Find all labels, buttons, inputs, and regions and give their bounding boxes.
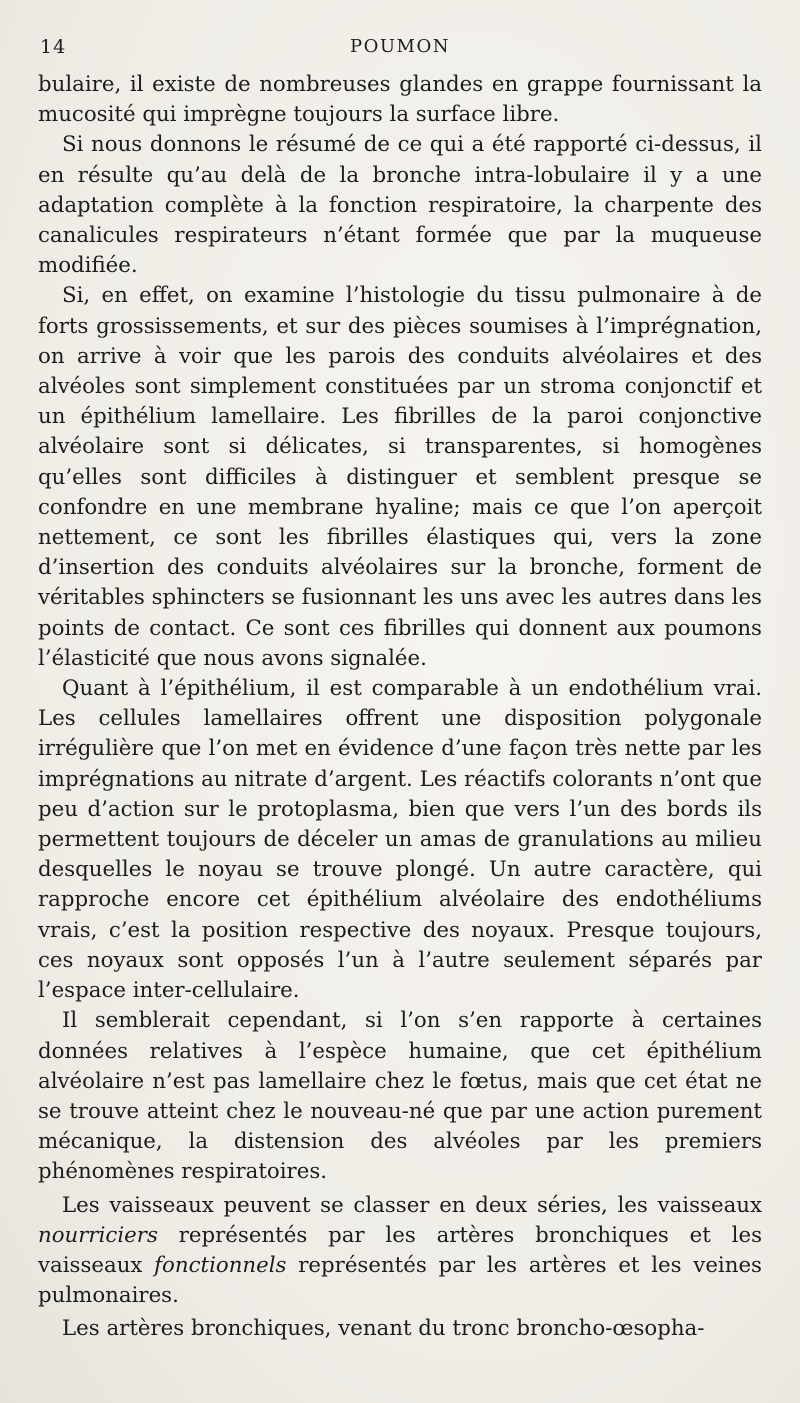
- term-fonctionnels: fonctionnels: [154, 1252, 287, 1278]
- vessels-text-3: représentés par les artères et les veines pulmonaires.: [38, 1252, 762, 1309]
- paragraph-vessels: [38, 1191, 762, 1312]
- paragraph-glands: bulaire, il existe de nombreuses glandes en grappe fournissant la mucosité qui imprègne toujours la surface libre.: [38, 72, 762, 128]
- paragraph-summary: Si nous donnons le résumé de ce qui a été rapporté ci-dessus, il en résulte qu’au delà de la bronche intra-lobulaire il y a une adaptation complète à la fonction respiratoire, la charpente des canalicules respirateurs n’étant formée que par la muqueuse modifiée.: [38, 132, 762, 279]
- paragraph-histology: Si, en effet, on examine l’histologie du tissu pulmonaire à de forts grossissements, et sur des pièces soumises à l’imprégnation, on arrive à voir que les parois des conduits alvéolaires et des alvéoles sont simplement constituées par un stroma conjonctif et un épithélium lamellaire. Les fibrilles de la paroi conjonctive alvéolaire sont si délicates, si transparentes, si homogènes qu’elles sont difficiles à distinguer et semblent presque se confondre en une membrane hyaline; mais ce que l’on aperçoit nettement, ce sont les fibrilles élastiques qui, vers la zone d’insertion des conduits alvéolaires sur la bronche, forment de véritables sphincters se fusionnant les uns avec les autres dans les points de contact. Ce sont ces fibrilles qui donnent aux poumons l’élasticité que nous avons signalée.: [38, 283, 762, 671]
- body-text: [38, 70, 762, 1345]
- paragraph-fetus: Il semblerait cependant, si l’on s’en rapporte à certaines données relatives à l’espèce humaine, que cet épithélium alvéolaire n’est pas lamellaire chez le fœtus, mais que cet état ne se trouve atteint chez le nouveau-né que par une action purement mécanique, la distension des alvéoles par les premiers phénomènes respiratoires.: [38, 1008, 762, 1185]
- paragraph-bronchial-arteries: Les artères bronchiques, venant du tronc broncho-œsopha-: [62, 1316, 705, 1342]
- paragraph-epithelium: Quant à l’épithélium, il est comparable à un endothélium vrai. Les cellules lamellaires offrent une disposition polygonale irrégulière que l’on met en évidence d’une façon très nette par les imprégnations au nitrate d’argent. Les réactifs colorants n’ont que peu d’action sur le protoplasma, bien que vers l’un des bords ils permettent toujours de déceler un amas de granulations au milieu desquelles le noyau se trouve plongé. Un autre caractère, qui rapproche encore cet épithélium alvéolaire des endothéliums vrais, c’est la position respective des noyaux. Presque toujours, ces noyaux sont opposés l’un à l’autre seulement séparés par l’espace inter-cellulaire.: [38, 676, 762, 1004]
- running-head: [38, 30, 762, 70]
- vessels-text-2: représentés par les artères bronchiques et les vaisseaux: [38, 1222, 762, 1278]
- term-nourriciers: nourriciers: [38, 1222, 158, 1248]
- vessels-text-1: Les vaisseaux peuvent se classer en deux séries, les vaisseaux: [62, 1192, 762, 1218]
- page-number: 14: [40, 36, 67, 58]
- running-title: POUMON: [350, 36, 450, 57]
